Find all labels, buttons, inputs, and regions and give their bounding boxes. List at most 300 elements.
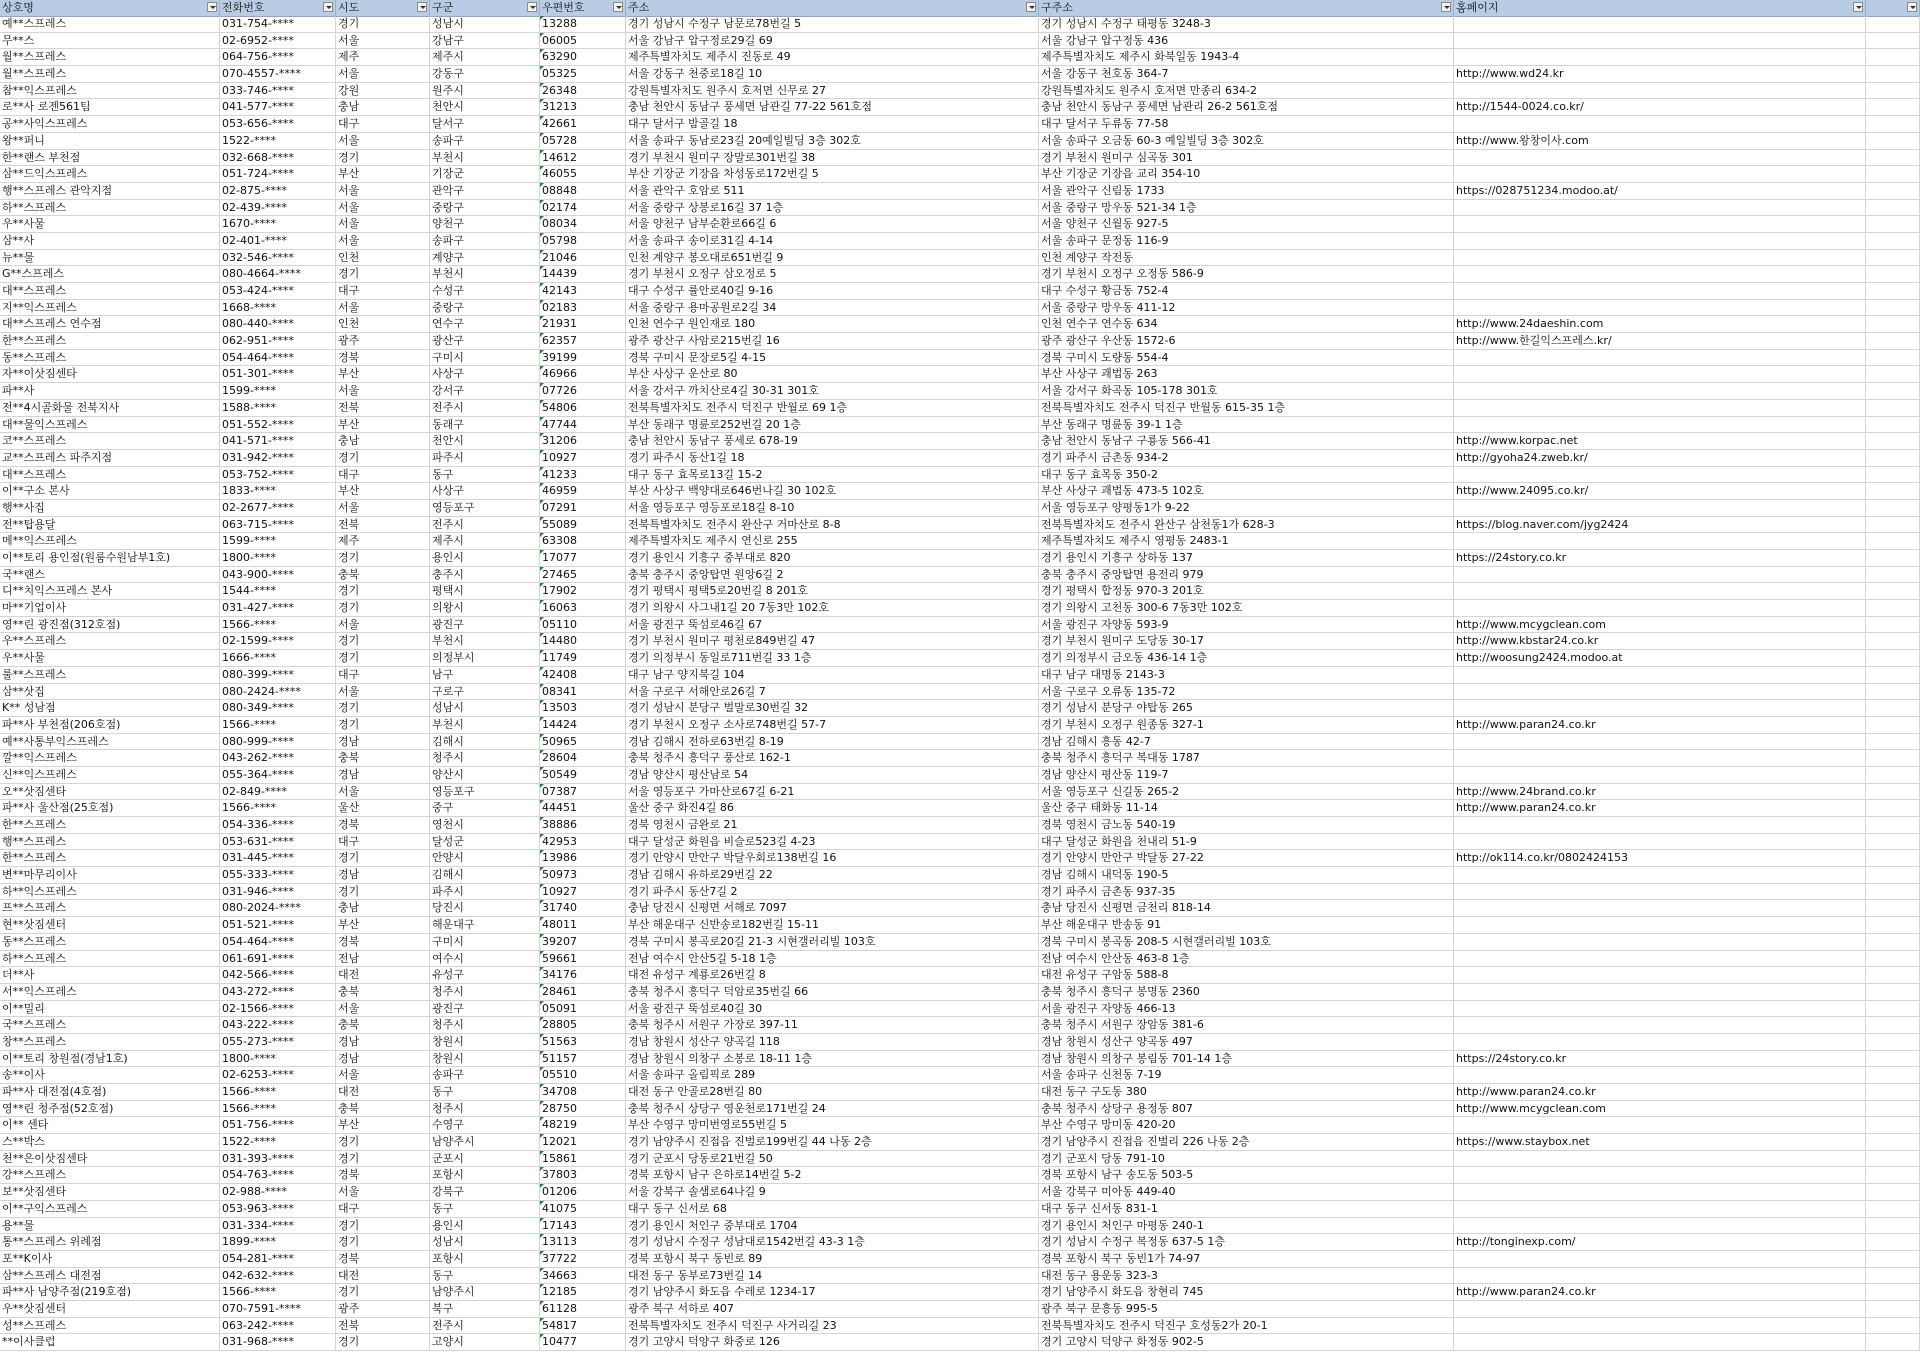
cell-company[interactable]: 이**구익스프레스 xyxy=(0,1201,220,1218)
cell-extra[interactable] xyxy=(1866,1051,1920,1068)
cell-postcode[interactable]: 26348 xyxy=(540,83,626,100)
cell-province[interactable]: 충북 xyxy=(336,1017,430,1034)
cell-address[interactable]: 경기 남양주시 화도읍 수레로 1234-17 xyxy=(626,1284,1039,1301)
cell-province[interactable]: 경남 xyxy=(336,734,430,751)
cell-district[interactable]: 부천시 xyxy=(430,266,540,283)
cell-company[interactable]: 로**사 로젠561팀 xyxy=(0,99,220,116)
cell-province[interactable]: 대구 xyxy=(336,834,430,851)
cell-phone[interactable]: 1522-**** xyxy=(220,133,336,150)
cell-postcode[interactable]: 46959 xyxy=(540,483,626,500)
cell-postcode[interactable]: 61128 xyxy=(540,1301,626,1318)
cell-homepage[interactable]: http://www.korpac.net xyxy=(1454,433,1866,450)
cell-address[interactable]: 대구 달성군 화원읍 비슬로523길 4-23 xyxy=(626,834,1039,851)
cell-province[interactable]: 울산 xyxy=(336,800,430,817)
cell-district[interactable]: 달성군 xyxy=(430,834,540,851)
cell-company[interactable]: 우**사물 xyxy=(0,216,220,233)
cell-extra[interactable] xyxy=(1866,83,1920,100)
cell-address[interactable]: 경기 용인시 기흥구 중부대로 820 xyxy=(626,550,1039,567)
cell-province[interactable]: 충남 xyxy=(336,99,430,116)
cell-extra[interactable] xyxy=(1866,1167,1920,1184)
cell-company[interactable]: 예**스프레스 xyxy=(0,16,220,33)
cell-phone[interactable]: 053-752-**** xyxy=(220,467,336,484)
cell-province[interactable]: 서울 xyxy=(336,66,430,83)
cell-province[interactable]: 경북 xyxy=(336,1251,430,1268)
cell-district[interactable]: 평택시 xyxy=(430,583,540,600)
cell-address[interactable]: 부산 해운대구 신반송로182번길 15-11 xyxy=(626,917,1039,934)
cell-province[interactable]: 경기 xyxy=(336,1218,430,1235)
cell-province[interactable]: 인천 xyxy=(336,250,430,267)
cell-address[interactable]: 경기 평택시 평택5로20번길 8 201호 xyxy=(626,583,1039,600)
cell-district[interactable]: 구미시 xyxy=(430,350,540,367)
cell-phone[interactable]: 080-2024-**** xyxy=(220,900,336,917)
cell-district[interactable]: 중랑구 xyxy=(430,200,540,217)
cell-district[interactable]: 청주시 xyxy=(430,984,540,1001)
cell-homepage[interactable]: http://www.kbstar24.co.kr xyxy=(1454,633,1866,650)
cell-old-address[interactable]: 경남 창원시 의창구 봉림동 701-14 1층 xyxy=(1039,1051,1454,1068)
cell-homepage[interactable]: http://tonginexp.com/ xyxy=(1454,1234,1866,1251)
cell-postcode[interactable]: 42408 xyxy=(540,667,626,684)
cell-homepage[interactable] xyxy=(1454,1167,1866,1184)
cell-homepage[interactable] xyxy=(1454,884,1866,901)
cell-homepage[interactable] xyxy=(1454,734,1866,751)
cell-district[interactable]: 의정부시 xyxy=(430,650,540,667)
cell-homepage[interactable] xyxy=(1454,250,1866,267)
cell-old-address[interactable]: 경기 고양시 덕양구 화정동 902-5 xyxy=(1039,1334,1454,1351)
cell-extra[interactable] xyxy=(1866,750,1920,767)
cell-phone[interactable]: 1544-**** xyxy=(220,583,336,600)
header-address[interactable] xyxy=(626,0,1039,17)
cell-address[interactable]: 대전 동구 안골로28번길 80 xyxy=(626,1084,1039,1101)
cell-phone[interactable]: 1800-**** xyxy=(220,550,336,567)
cell-extra[interactable] xyxy=(1866,433,1920,450)
cell-phone[interactable]: 055-273-**** xyxy=(220,1034,336,1051)
cell-phone[interactable]: 051-301-**** xyxy=(220,366,336,383)
cell-homepage[interactable] xyxy=(1454,900,1866,917)
cell-phone[interactable]: 041-577-**** xyxy=(220,99,336,116)
cell-homepage[interactable] xyxy=(1454,116,1866,133)
cell-extra[interactable] xyxy=(1866,600,1920,617)
cell-homepage[interactable] xyxy=(1454,200,1866,217)
cell-extra[interactable] xyxy=(1866,767,1920,784)
cell-postcode[interactable]: 37803 xyxy=(540,1167,626,1184)
cell-address[interactable]: 부산 사상구 운산로 80 xyxy=(626,366,1039,383)
cell-postcode[interactable]: 39207 xyxy=(540,934,626,951)
cell-district[interactable]: 구미시 xyxy=(430,934,540,951)
cell-homepage[interactable]: http://www.24daeshin.com xyxy=(1454,316,1866,333)
cell-district[interactable]: 천안시 xyxy=(430,99,540,116)
cell-extra[interactable] xyxy=(1866,1201,1920,1218)
cell-postcode[interactable]: 31213 xyxy=(540,99,626,116)
cell-province[interactable]: 경북 xyxy=(336,1167,430,1184)
cell-company[interactable]: 변**마무리이사 xyxy=(0,867,220,884)
cell-old-address[interactable]: 전북특별자치도 전주시 덕진구 반월동 615-35 1층 xyxy=(1039,400,1454,417)
cell-phone[interactable]: 031-942-**** xyxy=(220,450,336,467)
cell-phone[interactable]: 1668-**** xyxy=(220,300,336,317)
header-homepage[interactable] xyxy=(1454,0,1866,17)
cell-address[interactable]: 경북 포항시 남구 은하로14번길 5-2 xyxy=(626,1167,1039,1184)
cell-province[interactable]: 서울 xyxy=(336,1067,430,1084)
cell-phone[interactable]: 032-546-**** xyxy=(220,250,336,267)
cell-phone[interactable]: 053-656-**** xyxy=(220,116,336,133)
cell-extra[interactable] xyxy=(1866,383,1920,400)
cell-company[interactable]: 한**스프레스 xyxy=(0,817,220,834)
cell-old-address[interactable]: 서울 광진구 자양동 466-13 xyxy=(1039,1001,1454,1018)
cell-homepage[interactable] xyxy=(1454,1268,1866,1285)
header-district[interactable] xyxy=(430,0,540,17)
cell-old-address[interactable]: 서울 영등포구 양평동1가 9-22 xyxy=(1039,500,1454,517)
cell-old-address[interactable]: 울산 중구 태화동 11-14 xyxy=(1039,800,1454,817)
cell-company[interactable]: 이**구소 본사 xyxy=(0,483,220,500)
cell-company[interactable]: 전**탑용달 xyxy=(0,517,220,534)
cell-homepage[interactable] xyxy=(1454,1218,1866,1235)
cell-province[interactable]: 서울 xyxy=(336,617,430,634)
cell-old-address[interactable]: 경기 군포시 당동 791-10 xyxy=(1039,1151,1454,1168)
cell-company[interactable]: 룰**스프레스 xyxy=(0,667,220,684)
cell-province[interactable]: 경남 xyxy=(336,767,430,784)
cell-old-address[interactable]: 광주 북구 문흥동 995-5 xyxy=(1039,1301,1454,1318)
cell-extra[interactable] xyxy=(1866,984,1920,1001)
cell-company[interactable]: 하**스프레스 xyxy=(0,951,220,968)
cell-company[interactable]: 대**스프레스 xyxy=(0,467,220,484)
cell-extra[interactable] xyxy=(1866,1067,1920,1084)
cell-homepage[interactable]: https://www.staybox.net xyxy=(1454,1134,1866,1151)
cell-company[interactable]: 한**스프레스 xyxy=(0,850,220,867)
cell-old-address[interactable]: 경기 안양시 만안구 박달동 27-22 xyxy=(1039,850,1454,867)
cell-homepage[interactable] xyxy=(1454,383,1866,400)
cell-homepage[interactable] xyxy=(1454,1117,1866,1134)
cell-old-address[interactable]: 서울 송파구 신천동 7-19 xyxy=(1039,1067,1454,1084)
cell-homepage[interactable] xyxy=(1454,1034,1866,1051)
cell-old-address[interactable]: 강원특별자치도 원주시 호저면 만종리 634-2 xyxy=(1039,83,1454,100)
cell-extra[interactable] xyxy=(1866,266,1920,283)
cell-company[interactable]: 프**스프레스 xyxy=(0,900,220,917)
cell-homepage[interactable] xyxy=(1454,33,1866,50)
cell-old-address[interactable]: 대전 동구 구도동 380 xyxy=(1039,1084,1454,1101)
cell-old-address[interactable]: 경기 용인시 기흥구 상하동 137 xyxy=(1039,550,1454,567)
cell-address[interactable]: 인천 계양구 봉오대로651번길 9 xyxy=(626,250,1039,267)
cell-province[interactable]: 광주 xyxy=(336,333,430,350)
cell-phone[interactable]: 042-566-**** xyxy=(220,967,336,984)
cell-address[interactable]: 제주특별자치도 제주시 진동로 49 xyxy=(626,49,1039,66)
cell-district[interactable]: 천안시 xyxy=(430,433,540,450)
cell-district[interactable]: 청주시 xyxy=(430,750,540,767)
cell-province[interactable]: 경남 xyxy=(336,1034,430,1051)
cell-address[interactable]: 서울 광진구 뚝섬로40길 30 xyxy=(626,1001,1039,1018)
cell-company[interactable]: 영**린 청주점(52호점) xyxy=(0,1101,220,1118)
cell-extra[interactable] xyxy=(1866,417,1920,434)
cell-address[interactable]: 서울 양천구 남부순환로66길 6 xyxy=(626,216,1039,233)
cell-company[interactable]: 스**박스 xyxy=(0,1134,220,1151)
cell-company[interactable]: 예**사통부익스프레스 xyxy=(0,734,220,751)
cell-postcode[interactable]: 59661 xyxy=(540,951,626,968)
cell-homepage[interactable] xyxy=(1454,600,1866,617)
cell-company[interactable]: 마**기업이사 xyxy=(0,600,220,617)
cell-address[interactable]: 서울 관악구 호암로 511 xyxy=(626,183,1039,200)
cell-homepage[interactable] xyxy=(1454,150,1866,167)
cell-postcode[interactable]: 14612 xyxy=(540,150,626,167)
cell-homepage[interactable] xyxy=(1454,1001,1866,1018)
cell-address[interactable]: 경기 안양시 만안구 박달우회로138번길 16 xyxy=(626,850,1039,867)
cell-phone[interactable]: 043-900-**** xyxy=(220,567,336,584)
cell-extra[interactable] xyxy=(1866,684,1920,701)
cell-extra[interactable] xyxy=(1866,1284,1920,1301)
cell-district[interactable]: 전주시 xyxy=(430,400,540,417)
cell-province[interactable]: 경기 xyxy=(336,600,430,617)
cell-old-address[interactable]: 충북 청주시 흥덕구 복대동 1787 xyxy=(1039,750,1454,767)
cell-province[interactable]: 경기 xyxy=(336,884,430,901)
cell-address[interactable]: 광주 북구 서하로 407 xyxy=(626,1301,1039,1318)
cell-homepage[interactable]: http://www.paran24.co.kr xyxy=(1454,1084,1866,1101)
cell-province[interactable]: 경북 xyxy=(336,934,430,951)
cell-phone[interactable]: 080-2424-**** xyxy=(220,684,336,701)
cell-province[interactable]: 광주 xyxy=(336,1301,430,1318)
cell-extra[interactable] xyxy=(1866,867,1920,884)
cell-phone[interactable]: 054-336-**** xyxy=(220,817,336,834)
cell-postcode[interactable]: 12021 xyxy=(540,1134,626,1151)
cell-old-address[interactable]: 전북특별자치도 전주시 완산구 삼천동1가 628-3 xyxy=(1039,517,1454,534)
cell-homepage[interactable] xyxy=(1454,917,1866,934)
cell-extra[interactable] xyxy=(1866,700,1920,717)
cell-company[interactable]: 하**익스프레스 xyxy=(0,884,220,901)
cell-company[interactable]: 포**K이사 xyxy=(0,1251,220,1268)
cell-postcode[interactable]: 50965 xyxy=(540,734,626,751)
cell-homepage[interactable] xyxy=(1454,266,1866,283)
cell-province[interactable]: 경기 xyxy=(336,700,430,717)
cell-postcode[interactable]: 41233 xyxy=(540,467,626,484)
cell-homepage[interactable] xyxy=(1454,967,1866,984)
cell-old-address[interactable]: 충북 청주시 상당구 용정동 807 xyxy=(1039,1101,1454,1118)
cell-province[interactable]: 충북 xyxy=(336,984,430,1001)
cell-homepage[interactable]: https://blog.naver.com/jyg2424 xyxy=(1454,517,1866,534)
cell-postcode[interactable]: 28750 xyxy=(540,1101,626,1118)
cell-extra[interactable] xyxy=(1866,467,1920,484)
cell-postcode[interactable]: 05728 xyxy=(540,133,626,150)
cell-extra[interactable] xyxy=(1866,533,1920,550)
cell-postcode[interactable]: 28461 xyxy=(540,984,626,1001)
cell-extra[interactable] xyxy=(1866,450,1920,467)
cell-old-address[interactable]: 서울 중랑구 망우동 411-12 xyxy=(1039,300,1454,317)
cell-extra[interactable] xyxy=(1866,967,1920,984)
cell-old-address[interactable]: 서울 강남구 압구정동 436 xyxy=(1039,33,1454,50)
cell-district[interactable]: 수영구 xyxy=(430,1117,540,1134)
cell-extra[interactable] xyxy=(1866,300,1920,317)
cell-postcode[interactable]: 31740 xyxy=(540,900,626,917)
cell-postcode[interactable]: 63290 xyxy=(540,49,626,66)
cell-old-address[interactable]: 경북 영천시 금노동 540-19 xyxy=(1039,817,1454,834)
cell-postcode[interactable]: 42661 xyxy=(540,116,626,133)
cell-postcode[interactable]: 05110 xyxy=(540,617,626,634)
cell-province[interactable]: 대구 xyxy=(336,467,430,484)
cell-extra[interactable] xyxy=(1866,650,1920,667)
cell-address[interactable]: 경기 고양시 덕양구 화중로 126 xyxy=(626,1334,1039,1351)
cell-phone[interactable]: 051-521-**** xyxy=(220,917,336,934)
cell-postcode[interactable]: 13113 xyxy=(540,1234,626,1251)
cell-address[interactable]: 대구 수성구 률안로40길 9-16 xyxy=(626,283,1039,300)
cell-phone[interactable]: 031-946-**** xyxy=(220,884,336,901)
cell-company[interactable]: 행**스프레스 xyxy=(0,834,220,851)
cell-old-address[interactable]: 대구 수성구 황금동 752-4 xyxy=(1039,283,1454,300)
cell-postcode[interactable]: 42953 xyxy=(540,834,626,851)
cell-district[interactable]: 동구 xyxy=(430,1201,540,1218)
cell-address[interactable]: 경기 부천시 오정구 소사로748번길 57-7 xyxy=(626,717,1039,734)
cell-address[interactable]: 경기 성남시 수정구 남문로78번길 5 xyxy=(626,16,1039,33)
cell-district[interactable]: 계양구 xyxy=(430,250,540,267)
cell-old-address[interactable]: 부산 동래구 명륜동 39-1 1층 xyxy=(1039,417,1454,434)
cell-extra[interactable] xyxy=(1866,116,1920,133)
cell-province[interactable]: 경북 xyxy=(336,817,430,834)
cell-postcode[interactable]: 07387 xyxy=(540,784,626,801)
cell-extra[interactable] xyxy=(1866,1251,1920,1268)
cell-postcode[interactable]: 08034 xyxy=(540,216,626,233)
cell-postcode[interactable]: 28805 xyxy=(540,1017,626,1034)
cell-postcode[interactable]: 48219 xyxy=(540,1117,626,1134)
cell-homepage[interactable] xyxy=(1454,700,1866,717)
cell-address[interactable]: 경북 영천시 금완로 21 xyxy=(626,817,1039,834)
cell-province[interactable]: 경기 xyxy=(336,1284,430,1301)
cell-company[interactable]: 삼**드익스프레스 xyxy=(0,166,220,183)
cell-extra[interactable] xyxy=(1866,1001,1920,1018)
cell-extra[interactable] xyxy=(1866,617,1920,634)
cell-phone[interactable]: 1566-**** xyxy=(220,800,336,817)
cell-province[interactable]: 경남 xyxy=(336,867,430,884)
cell-company[interactable]: G**스프레스 xyxy=(0,266,220,283)
cell-phone[interactable]: 070-4557-**** xyxy=(220,66,336,83)
cell-province[interactable]: 경기 xyxy=(336,583,430,600)
cell-district[interactable]: 송파구 xyxy=(430,1067,540,1084)
cell-address[interactable]: 경남 김해시 유하로29번길 22 xyxy=(626,867,1039,884)
cell-postcode[interactable]: 13288 xyxy=(540,16,626,33)
cell-postcode[interactable]: 11749 xyxy=(540,650,626,667)
cell-old-address[interactable]: 충북 청주시 서원구 장암동 381-6 xyxy=(1039,1017,1454,1034)
cell-old-address[interactable]: 인천 계양구 작전동 xyxy=(1039,250,1454,267)
cell-district[interactable]: 창원시 xyxy=(430,1034,540,1051)
cell-old-address[interactable]: 경북 구미시 도량동 554-4 xyxy=(1039,350,1454,367)
cell-extra[interactable] xyxy=(1866,1184,1920,1201)
cell-district[interactable]: 부천시 xyxy=(430,717,540,734)
cell-address[interactable]: 경기 부천시 원미구 평천로849번길 47 xyxy=(626,633,1039,650)
cell-old-address[interactable]: 부산 수영구 망미동 420-20 xyxy=(1039,1117,1454,1134)
cell-company[interactable]: 뉴**물 xyxy=(0,250,220,267)
cell-address[interactable]: 대구 동구 신서로 68 xyxy=(626,1201,1039,1218)
cell-extra[interactable] xyxy=(1866,16,1920,33)
cell-address[interactable]: 경기 의정부시 동일로711번길 33 1층 xyxy=(626,650,1039,667)
cell-address[interactable]: 부산 기장군 기장읍 차성동로172번길 5 xyxy=(626,166,1039,183)
cell-old-address[interactable]: 대구 달서구 두류동 77-58 xyxy=(1039,116,1454,133)
cell-homepage[interactable]: http://www.paran24.co.kr xyxy=(1454,717,1866,734)
header-phone[interactable] xyxy=(220,0,336,17)
header-extra[interactable] xyxy=(1866,0,1920,17)
cell-district[interactable]: 영등포구 xyxy=(430,784,540,801)
cell-old-address[interactable]: 경북 포항시 북구 동빈1가 74-97 xyxy=(1039,1251,1454,1268)
cell-phone[interactable]: 043-262-**** xyxy=(220,750,336,767)
cell-company[interactable]: 대**물익스프레스 xyxy=(0,417,220,434)
cell-extra[interactable] xyxy=(1866,200,1920,217)
cell-postcode[interactable]: 39199 xyxy=(540,350,626,367)
cell-province[interactable]: 대전 xyxy=(336,1268,430,1285)
cell-postcode[interactable]: 63308 xyxy=(540,533,626,550)
cell-address[interactable]: 제주특별자치도 제주시 연신로 255 xyxy=(626,533,1039,550)
cell-address[interactable]: 대전 유성구 계룡로26번길 8 xyxy=(626,967,1039,984)
cell-phone[interactable]: 02-988-**** xyxy=(220,1184,336,1201)
cell-old-address[interactable]: 서울 송파구 오금동 60-3 예일빌딩 3층 302호 xyxy=(1039,133,1454,150)
cell-old-address[interactable]: 서울 강동구 천호동 364-7 xyxy=(1039,66,1454,83)
cell-extra[interactable] xyxy=(1866,1017,1920,1034)
cell-address[interactable]: 경기 성남시 분당구 벌말로30번길 32 xyxy=(626,700,1039,717)
cell-homepage[interactable] xyxy=(1454,350,1866,367)
cell-homepage[interactable]: http://www.paran24.co.kr xyxy=(1454,1284,1866,1301)
cell-extra[interactable] xyxy=(1866,1301,1920,1318)
cell-phone[interactable]: 1666-**** xyxy=(220,650,336,667)
cell-postcode[interactable]: 34176 xyxy=(540,967,626,984)
cell-homepage[interactable] xyxy=(1454,834,1866,851)
cell-district[interactable]: 강남구 xyxy=(430,33,540,50)
cell-province[interactable]: 서울 xyxy=(336,784,430,801)
cell-old-address[interactable]: 제주특별자치도 제주시 영평동 2483-1 xyxy=(1039,533,1454,550)
cell-postcode[interactable]: 02183 xyxy=(540,300,626,317)
cell-homepage[interactable]: http://www.wd24.kr xyxy=(1454,66,1866,83)
cell-postcode[interactable]: 05091 xyxy=(540,1001,626,1018)
cell-company[interactable]: 무**스 xyxy=(0,33,220,50)
cell-province[interactable]: 전북 xyxy=(336,400,430,417)
cell-company[interactable]: 왕**퍼니 xyxy=(0,133,220,150)
cell-postcode[interactable]: 42143 xyxy=(540,283,626,300)
cell-district[interactable]: 강서구 xyxy=(430,383,540,400)
cell-province[interactable]: 부산 xyxy=(336,917,430,934)
cell-district[interactable]: 포항시 xyxy=(430,1167,540,1184)
cell-extra[interactable] xyxy=(1866,150,1920,167)
cell-phone[interactable]: 051-724-**** xyxy=(220,166,336,183)
cell-postcode[interactable]: 37722 xyxy=(540,1251,626,1268)
cell-district[interactable]: 송파구 xyxy=(430,133,540,150)
cell-homepage[interactable] xyxy=(1454,1318,1866,1335)
cell-address[interactable]: 전북특별자치도 전주시 덕진구 사거리길 23 xyxy=(626,1318,1039,1335)
cell-phone[interactable]: 054-464-**** xyxy=(220,350,336,367)
cell-homepage[interactable] xyxy=(1454,1184,1866,1201)
cell-phone[interactable]: 032-668-**** xyxy=(220,150,336,167)
cell-postcode[interactable]: 50549 xyxy=(540,767,626,784)
cell-old-address[interactable]: 경기 평택시 합정동 970-3 201호 xyxy=(1039,583,1454,600)
cell-province[interactable]: 충남 xyxy=(336,433,430,450)
cell-district[interactable]: 송파구 xyxy=(430,233,540,250)
cell-phone[interactable]: 054-464-**** xyxy=(220,934,336,951)
cell-address[interactable]: 인천 연수구 원인재로 180 xyxy=(626,316,1039,333)
cell-extra[interactable] xyxy=(1866,884,1920,901)
cell-postcode[interactable]: 12185 xyxy=(540,1284,626,1301)
cell-extra[interactable] xyxy=(1866,366,1920,383)
cell-phone[interactable]: 02-6952-**** xyxy=(220,33,336,50)
cell-address[interactable]: 서울 구로구 서해안로26길 7 xyxy=(626,684,1039,701)
cell-phone[interactable]: 063-715-**** xyxy=(220,517,336,534)
cell-postcode[interactable]: 10927 xyxy=(540,884,626,901)
cell-old-address[interactable]: 경기 성남시 분당구 야탑동 265 xyxy=(1039,700,1454,717)
cell-district[interactable]: 강북구 xyxy=(430,1184,540,1201)
dropdown-filter-icon[interactable] xyxy=(207,2,217,12)
cell-company[interactable]: 현**삿짐센터 xyxy=(0,917,220,934)
cell-province[interactable]: 전북 xyxy=(336,1318,430,1335)
cell-address[interactable]: 서울 송파구 동남로23길 20예일빌딩 3층 302호 xyxy=(626,133,1039,150)
cell-extra[interactable] xyxy=(1866,917,1920,934)
cell-district[interactable]: 남구 xyxy=(430,667,540,684)
cell-province[interactable]: 서울 xyxy=(336,383,430,400)
cell-company[interactable]: 국**랜스 xyxy=(0,567,220,584)
cell-postcode[interactable]: 13503 xyxy=(540,700,626,717)
cell-phone[interactable]: 043-222-**** xyxy=(220,1017,336,1034)
cell-old-address[interactable]: 서울 송파구 문정동 116-9 xyxy=(1039,233,1454,250)
cell-old-address[interactable]: 대구 동구 신서동 831-1 xyxy=(1039,1201,1454,1218)
cell-district[interactable]: 김해시 xyxy=(430,734,540,751)
cell-province[interactable]: 전북 xyxy=(336,517,430,534)
cell-extra[interactable] xyxy=(1866,717,1920,734)
